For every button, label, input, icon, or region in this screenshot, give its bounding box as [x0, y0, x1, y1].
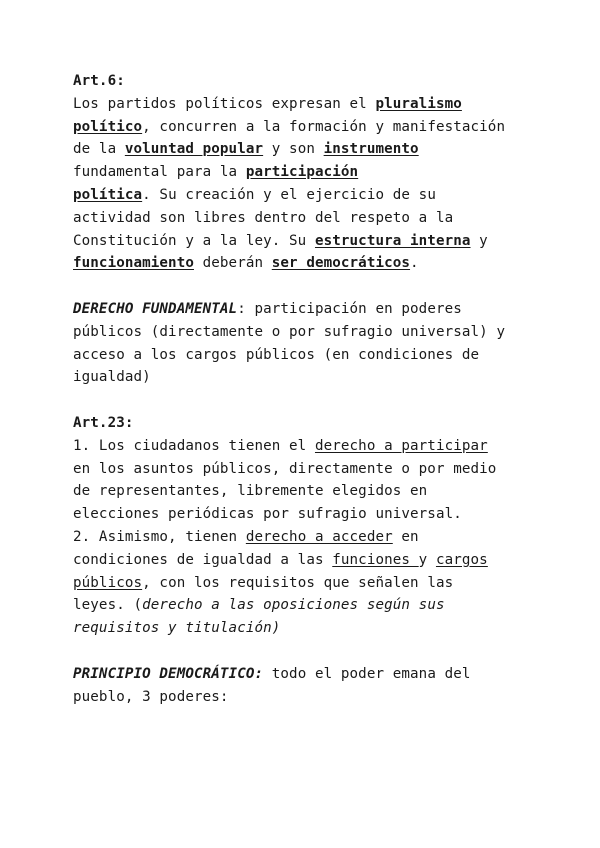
text: y son	[263, 141, 324, 158]
art23-line-7	[73, 572, 543, 595]
art23-heading: Art.23:	[73, 414, 134, 431]
derecho-line-4: igualdad)	[73, 369, 151, 386]
text: condiciones de igualdad a las	[73, 551, 333, 568]
term-funcionamiento: funcionamiento	[73, 255, 194, 272]
term-cargos: cargos	[435, 551, 488, 568]
text: deberán	[193, 255, 272, 272]
derecho-line-1	[73, 298, 543, 321]
text: , concurren a la formación y manifestación	[142, 118, 506, 135]
spacer	[73, 389, 543, 412]
art6-line-5	[73, 184, 543, 207]
art23-line-4: elecciones periódicas por sufragio universal.	[73, 506, 462, 523]
principio-line-2: pueblo, 3 poderes:	[73, 688, 229, 705]
text: : participación en poderes	[237, 300, 462, 317]
art23-line-3: de representantes, libremente elegidos en	[73, 483, 428, 500]
art6-heading: Art.6:	[73, 73, 125, 89]
term-pluralismo: pluralismo	[375, 95, 462, 112]
text: leyes. (	[73, 597, 143, 614]
term-instrumento: instrumento	[323, 141, 419, 158]
art23-line-6	[73, 549, 543, 572]
text: .	[410, 255, 419, 272]
term-derecho-fundamental: DERECHO FUNDAMENTAL	[73, 300, 238, 317]
term-estructura-interna: estructura interna	[314, 232, 471, 249]
text: fundamental para la	[73, 164, 246, 181]
derecho-line-3: acceso a los cargos públicos (en condiciones de	[73, 346, 480, 363]
term-politico: político	[73, 118, 143, 135]
text: Constitución y a la ley. Su	[73, 232, 315, 249]
spacer	[73, 275, 543, 298]
text: y	[418, 551, 436, 568]
term-politica: política	[73, 186, 143, 203]
art23-line-2: en los asuntos públicos, directamente o por medio	[73, 460, 497, 477]
text: 1. Los ciudadanos tienen el	[73, 437, 315, 454]
art6-line-4	[73, 161, 543, 184]
art23-line-8	[73, 594, 543, 617]
term-participacion: participación	[245, 164, 359, 181]
principio-line-1	[73, 663, 543, 686]
art23-line-1	[73, 435, 543, 458]
document-page	[73, 70, 543, 708]
text: y	[470, 232, 488, 249]
art6-line-8	[73, 252, 543, 275]
art6-line-2	[73, 116, 543, 139]
text: . Su creación y el ejercicio de su	[142, 186, 436, 203]
note-oposiciones: derecho a las oposiciones según sus	[142, 597, 445, 614]
text: Los partidos políticos expresan el	[73, 95, 376, 112]
term-principio-democratico: PRINCIPIO DEMOCRÁTICO:	[73, 665, 264, 682]
spacer	[73, 640, 543, 663]
art6-line-6: actividad son libres dentro del respeto a la	[73, 209, 454, 226]
derecho-line-2: públicos (directamente o por sufragio universal) y	[73, 323, 506, 340]
text: todo el poder emana del	[263, 665, 471, 682]
text: en	[392, 528, 419, 545]
term-voluntad-popular: voluntad popular	[124, 141, 264, 158]
term-publicos: públicos	[73, 574, 143, 591]
term-derecho-a-acceder: derecho a acceder	[245, 528, 393, 545]
term-funciones: funciones	[332, 551, 419, 568]
art6-line-7	[73, 230, 543, 253]
art23-line-9: requisitos y titulación)	[73, 620, 281, 637]
text: de la	[73, 141, 125, 158]
art6-line-3	[73, 138, 543, 161]
term-derecho-a-participar: derecho a participar	[314, 437, 488, 454]
art23-line-5	[73, 526, 543, 549]
art6-line-1	[73, 93, 543, 116]
text: , con los requisitos que señalen las	[142, 574, 454, 591]
text: 2. Asimismo, tienen	[73, 528, 246, 545]
term-ser-democraticos: ser democráticos	[271, 255, 411, 272]
